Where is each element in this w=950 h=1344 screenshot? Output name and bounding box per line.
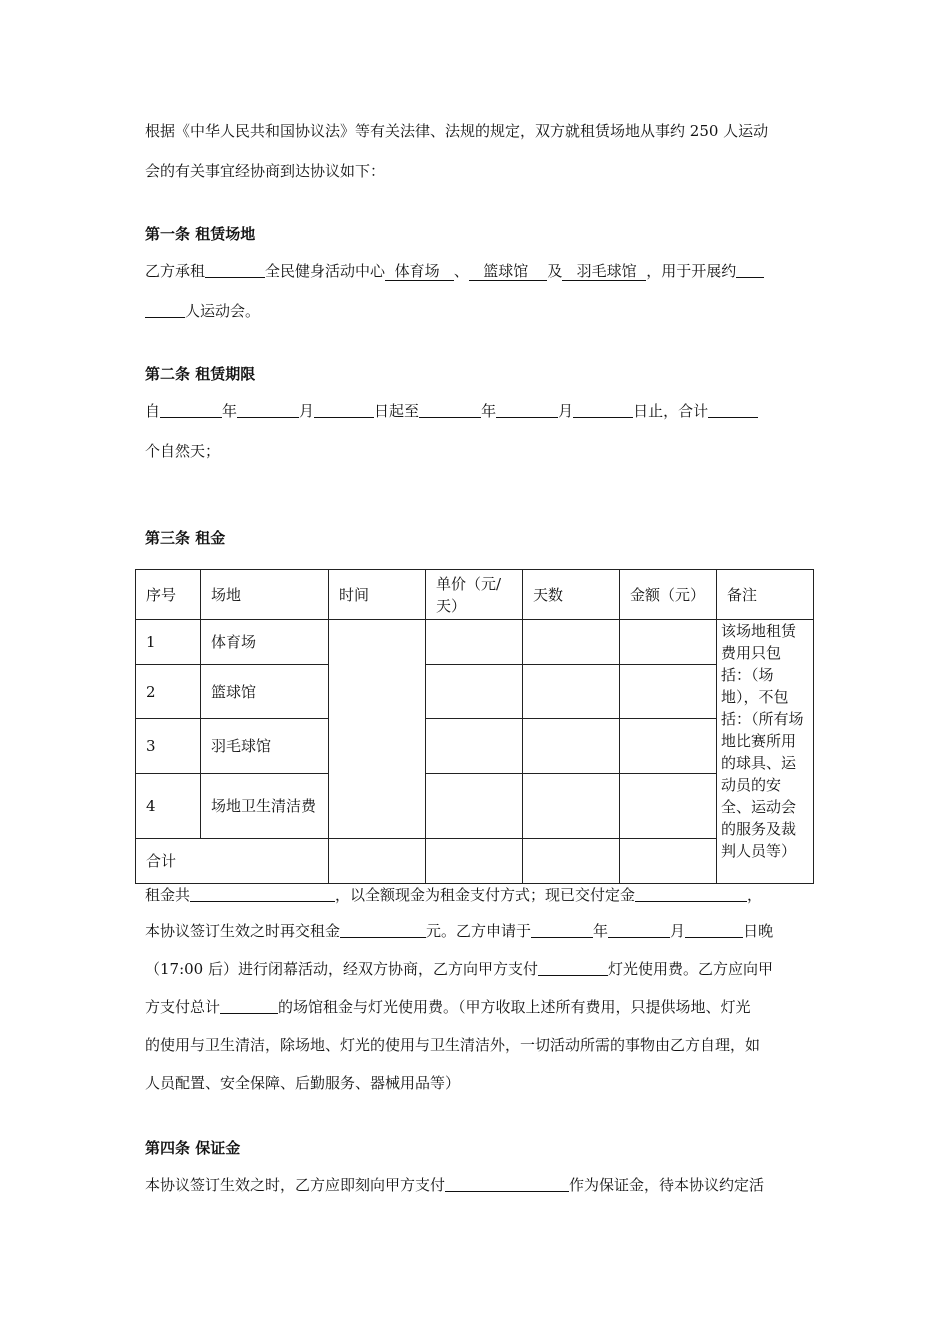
article-4-para-1: 本协议签订生效之时，乙方应即刻向甲方支付 作为保证金，待本协议约定活 — [145, 1176, 765, 1194]
article-3-para-2: 本协议签订生效之时再交租金 元。乙方申请于 年 月 日晚 — [145, 922, 774, 940]
table-row: 2 篮球馆 — [136, 665, 814, 719]
header-time: 时间 — [329, 570, 426, 620]
article-2-line-1: 自 年 月 日起至 年 月 日止，合计 — [145, 392, 810, 430]
article-1-title: 第一条 租赁场地 — [145, 225, 256, 243]
article-3-title: 第三条 租金 — [145, 529, 226, 547]
rent-table — [135, 569, 814, 884]
intro-line-1: 根据《中华人民共和国协议法》等有关法律、法规的规定，双方就租赁场地从事约 250 人运动 — [145, 122, 769, 140]
lessee-blank — [205, 261, 265, 278]
header-note: 备注 — [717, 570, 814, 620]
venue-2: 篮球馆 — [469, 262, 547, 281]
note-cell: 该场地租赁费用只包括：（场地），不包括：（所有场地比赛所用的球具、运动员的安全、运动会的服务及裁判人员等） — [717, 620, 814, 884]
article-1-line-2: 人运动会。 — [145, 292, 810, 330]
table-row: 1 体育场 该场地租赁费用只包括：（场地），不包括：（所有场地比赛所用的球具、运动员的安全、运动会的服务及裁判人员等） — [136, 620, 814, 665]
time-cell — [329, 620, 426, 839]
header-unit-price: 单价（元/天） — [426, 570, 523, 620]
header-days: 天数 — [523, 570, 620, 620]
people-blank-a — [736, 261, 764, 278]
header-amount: 金额（元） — [620, 570, 717, 620]
table-total-row: 合计 — [136, 839, 814, 884]
article-3-para-5: 的使用与卫生清洁，除场地、灯光的使用与卫生清洁外，一切活动所需的事物由乙方自理，如 — [145, 1036, 761, 1054]
table-header-row — [136, 570, 814, 620]
article-3-para-3: （17:00 后）进行闭幕活动，经双方协商，乙方向甲方支付 灯光使用费。乙方应向甲 — [145, 960, 774, 978]
article-2-line-2: 个自然天； — [145, 442, 221, 460]
people-blank-b — [145, 301, 185, 318]
header-no: 序号 — [136, 570, 201, 620]
article-3-para-4: 方支付总计 的场馆租金与灯光使用费。（甲方收取上述所有费用，只提供场地、灯光 — [145, 998, 751, 1016]
venue-1: 体育场 — [385, 262, 454, 281]
article-4-title: 第四条 保证金 — [145, 1139, 241, 1157]
table-row: 3 羽毛球馆 — [136, 719, 814, 774]
venue-3: 羽毛球馆 — [562, 262, 646, 281]
header-venue: 场地 — [201, 570, 329, 620]
intro-line-2: 会的有关事宜经协商到达协议如下： — [145, 162, 386, 180]
article-3-para-1: 租金共 ，以全额现金为租金支付方式；现已交付定金 ， — [145, 886, 763, 904]
article-3-para-6: 人员配置、安全保障、后勤服务、器械用品等） — [145, 1074, 461, 1092]
article-2-title: 第二条 租赁期限 — [145, 365, 256, 383]
article-1-line-1: 乙方承租 全民健身活动中心 体育场 、 篮球馆 及 羽毛球馆 ，用于开展约 — [145, 252, 810, 290]
table-row: 4 场地卫生清洁费 — [136, 774, 814, 839]
